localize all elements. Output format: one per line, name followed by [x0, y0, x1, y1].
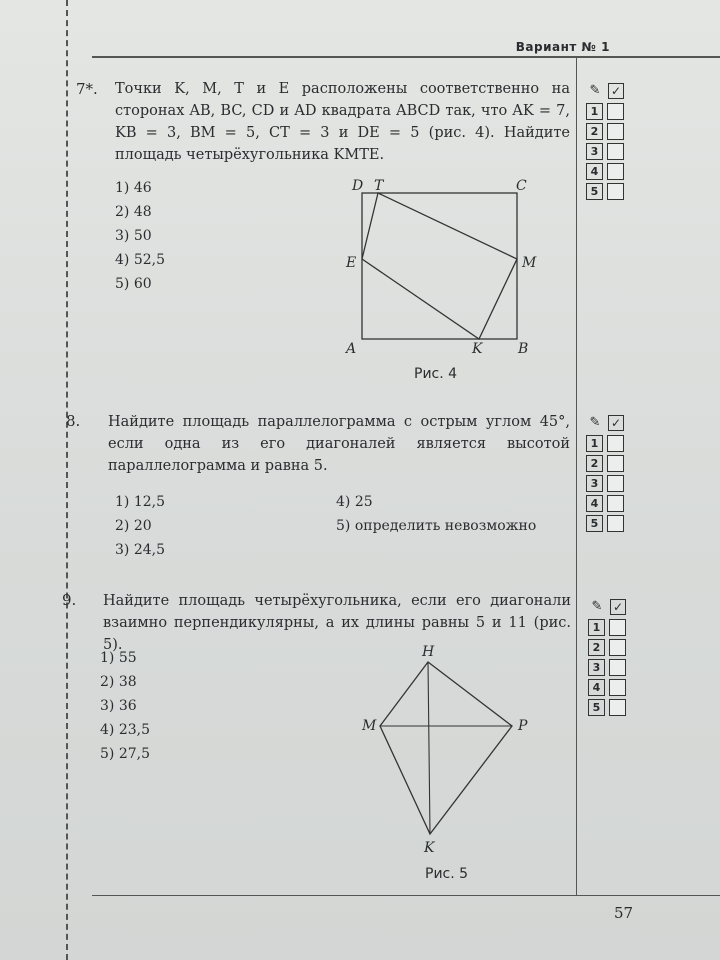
answer-option: 1) 12,5	[115, 494, 165, 510]
option-number: 2	[586, 455, 603, 472]
answer-option: 1) 46	[115, 180, 152, 196]
answer-option: 5) 60	[115, 276, 152, 292]
answer-grid-9	[588, 598, 632, 716]
quadrilateral-hpkm	[380, 662, 512, 834]
question-7-answers	[115, 176, 165, 296]
answer-checkbox[interactable]	[607, 103, 624, 120]
label-p: P	[518, 718, 528, 734]
question-9-text: Найдите площадь четырёхугольника, если его диагонали взаимно перпендикулярны, а их длины равны 5 и 11 (рис. 5).	[103, 593, 571, 653]
answer-checkbox[interactable]	[607, 183, 624, 200]
option-number: 5	[586, 183, 603, 200]
option-number: 4	[586, 163, 603, 180]
option-number: 4	[586, 495, 603, 512]
label-t: T	[374, 178, 384, 194]
answer-option: 3) 50	[115, 228, 152, 244]
figure-5-caption: Рис. 5	[425, 866, 469, 882]
footer-rule	[92, 895, 720, 896]
answer-option: 5) 27,5	[100, 746, 150, 762]
answer-checkbox[interactable]	[607, 515, 624, 532]
answer-checkbox[interactable]	[609, 639, 626, 656]
answer-checkbox[interactable]	[607, 475, 624, 492]
answer-checkbox[interactable]	[607, 163, 624, 180]
question-8-text: Найдите площадь параллелограмма с острым углом 45°, если одна из его диагоналей является высотой параллелограмма и равна 5.	[108, 414, 570, 474]
label-e: E	[346, 255, 357, 271]
option-number: 3	[586, 475, 603, 492]
label-c: C	[516, 178, 527, 194]
question-7-number: 7*.	[76, 80, 98, 98]
answer-checkbox[interactable]	[609, 699, 626, 716]
answer-checkbox[interactable]	[607, 435, 624, 452]
answer-grid-8	[586, 414, 630, 532]
label-a: A	[346, 341, 357, 357]
square-abcd	[362, 193, 517, 339]
label-m: M	[522, 255, 537, 271]
pencil-icon: ✎	[589, 415, 601, 430]
option-number: 1	[586, 435, 603, 452]
answer-option: 3) 36	[100, 698, 137, 714]
page-number: 57	[614, 904, 634, 922]
answer-checkbox[interactable]	[607, 455, 624, 472]
answer-option: 5) определить невозможно	[336, 518, 537, 534]
question-8-answers-left	[115, 490, 165, 562]
option-number: 1	[586, 103, 603, 120]
label-k: K	[424, 840, 435, 856]
cut-line	[66, 0, 68, 960]
check-icon: ✓	[610, 599, 626, 615]
diagonal-hk	[428, 662, 430, 834]
option-number: 3	[586, 143, 603, 160]
figure-4-square-diagram	[340, 175, 550, 360]
figure-5-kite-diagram	[355, 640, 545, 860]
answer-option: 2) 48	[115, 204, 152, 220]
question-9-number: 9.	[62, 591, 77, 609]
question-8-number: 8.	[66, 412, 81, 430]
label-d: D	[352, 178, 364, 194]
option-number: 2	[586, 123, 603, 140]
figure-4-caption: Рис. 4	[414, 366, 458, 382]
answer-checkbox[interactable]	[609, 679, 626, 696]
option-number: 1	[588, 619, 605, 636]
answer-option: 4) 52,5	[115, 252, 165, 268]
answer-column-divider	[576, 56, 577, 896]
check-icon: ✓	[608, 415, 624, 431]
answer-option: 1) 55	[100, 650, 137, 666]
answer-option: 4) 25	[336, 494, 373, 510]
answer-option: 4) 23,5	[100, 722, 150, 738]
question-9-answers	[100, 646, 150, 766]
label-h: H	[422, 644, 435, 660]
answer-checkbox[interactable]	[609, 619, 626, 636]
answer-checkbox[interactable]	[609, 659, 626, 676]
variant-label: Вариант № 1	[515, 40, 610, 54]
answer-option: 3) 24,5	[115, 542, 165, 558]
pencil-icon: ✎	[589, 83, 601, 98]
label-m: M	[362, 718, 377, 734]
option-number: 2	[588, 639, 605, 656]
option-number: 5	[588, 699, 605, 716]
answer-checkbox[interactable]	[607, 123, 624, 140]
option-number: 4	[588, 679, 605, 696]
header-rule	[92, 56, 720, 58]
option-number: 3	[588, 659, 605, 676]
quadrilateral-kmte	[362, 193, 517, 339]
label-k: K	[472, 341, 483, 357]
answer-checkbox[interactable]	[607, 143, 624, 160]
question-8-answers-right	[336, 490, 536, 538]
option-number: 5	[586, 515, 603, 532]
answer-checkbox[interactable]	[607, 495, 624, 512]
pencil-icon: ✎	[591, 599, 603, 614]
check-icon: ✓	[608, 83, 624, 99]
answer-grid-7	[586, 82, 630, 200]
label-b: B	[518, 341, 529, 357]
question-7-text: Точки K, M, T и E расположены соответственно на сторонах AB, BC, CD и AD квадрата ABCD так, что AK = 7, KB = 3, BM = 5, CT = 3 и DE = 5 (рис. 4). Найдите площадь четырёхугольника KMTE.	[115, 81, 570, 163]
answer-option: 2) 20	[115, 518, 152, 534]
answer-option: 2) 38	[100, 674, 137, 690]
